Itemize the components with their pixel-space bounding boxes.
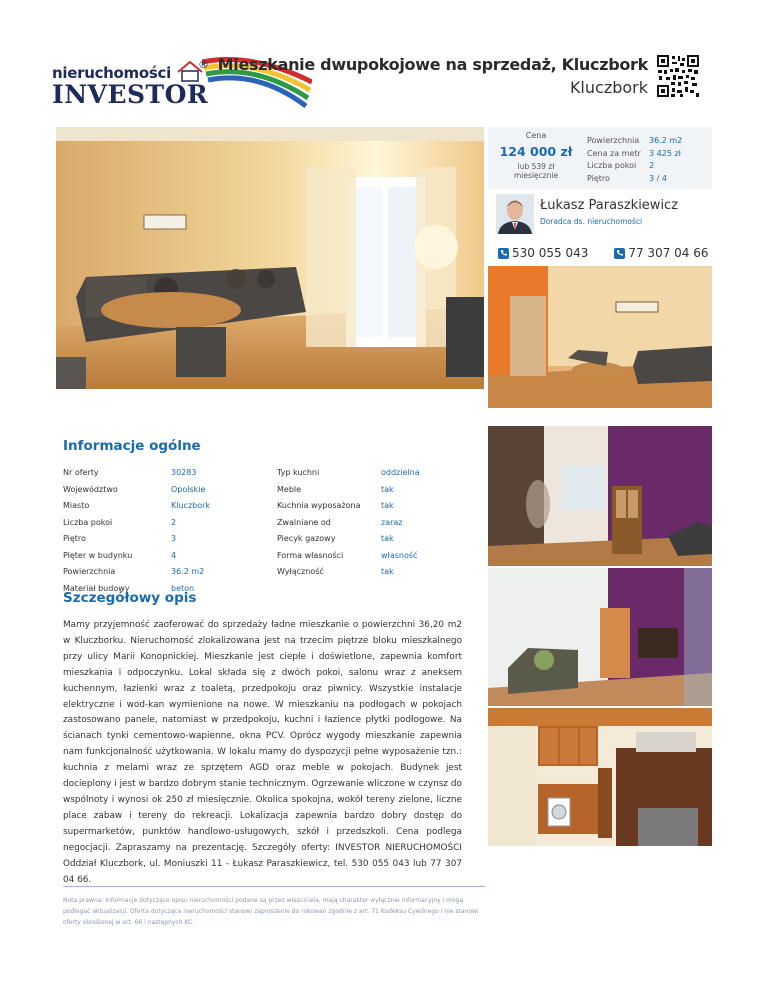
general-info-heading: Informacje ogólne bbox=[63, 438, 201, 454]
description-text: Mamy przyjemność zaoferować do sprzedaży ładne mieszkanie o powierzchni 36,20 m2 w Kluczborku. Nieruchomość zlokalizowana jest na trzecim piętrze bloku mieszkalnego przy ulicy Marii Konopnickiej. Mieszkanie jest ciepłe i doświetlone, zapewnia komfort mieszkania i odpoczynku. Lokal składa się z dwóch pokoi, salonu wraz z aneksem kuchennym, łazienki wraz z toaletą, przedpokoju oraz piwnicy. Wszystkie instalacje elektryczne i wod-kan wymienione na nowe. W mieszkaniu na podłogach w pokojach zastosowano panele, natomiast w przedpokoju, kuchni i łazience płytki podłogowe. Na ścianach tynki cementowo-wapienne, okna PCV. Oprócz wygody mieszkanie zapewnia nam funkcjonalność użytkowania. W lokalu mamy do dyspozycji pełne wyposażenie tzn.: kuchnia z melami wraz ze sprzętem AGD oraz meble w pokojach. Budynek jest docieplony i jest w bardzo dobrym stanie technicznym. Ogrzewanie wliczone w czynsz do wspólnoty i wynosi ok 250 zł miesięcznie. Okolica spokojna, wokół tereny zielone, liczne place zabaw i tereny do rekreacji. Lokalizacja zapewnia bardzo dobry dostęp do supermarketów, punktów handlowo-usługowych, szkół i przedszkoli. Cena podlega negocjacji. Zapraszamy na prezentację. Szczegóły oferty: INVESTOR NIERUCHOMOŚCI Oddział Kluczbork, ul. Moniuszki 11 - Łukasz Paraszkiewicz, tel. 530 055 043 lub 77 307 04 66. bbox=[63, 620, 462, 885]
info-value: 2 bbox=[171, 517, 177, 527]
param-label: Powierzchnia bbox=[587, 136, 640, 145]
info-label: Powierzchnia bbox=[63, 567, 116, 576]
logo-top-text: nieruchomości bbox=[52, 64, 171, 82]
param-value: 2 bbox=[649, 161, 655, 171]
main-photo-living-room[interactable] bbox=[56, 127, 484, 389]
photo-thumb-kitchen[interactable] bbox=[488, 708, 712, 846]
phone-link-office[interactable] bbox=[614, 246, 708, 260]
price-monthly bbox=[496, 162, 576, 180]
info-label: Wyłączność bbox=[277, 567, 324, 576]
param-value: 36.2 m2 bbox=[649, 136, 683, 145]
phone-icon bbox=[614, 248, 625, 259]
offer-title: Mieszkanie dwupokojowe na sprzedaż, Kluczbork bbox=[217, 55, 648, 74]
param-label: Piętro bbox=[587, 173, 610, 183]
info-label: Województwo bbox=[63, 484, 118, 494]
info-value: zaraz bbox=[381, 517, 403, 527]
price-label: Cena bbox=[525, 131, 547, 140]
info-value: 30283 bbox=[171, 468, 197, 477]
price-monthly-unit: miesięcznie bbox=[513, 171, 559, 180]
photo-thumb-room-purple[interactable] bbox=[488, 426, 712, 566]
divider bbox=[63, 886, 485, 887]
param-row bbox=[587, 135, 682, 148]
info-label: Typ kuchni bbox=[277, 468, 320, 477]
offer-city: Kluczbork bbox=[569, 78, 648, 97]
offer-header bbox=[218, 55, 648, 97]
info-label: Pięter w budynku bbox=[63, 550, 133, 560]
phone-icon bbox=[498, 248, 509, 259]
description-heading: Szczegółowy opis bbox=[63, 590, 197, 606]
info-label: Zwalniane od bbox=[277, 517, 331, 527]
param-label: Cena za metr bbox=[587, 148, 641, 158]
info-value: 3 bbox=[171, 534, 177, 543]
info-value: tak bbox=[381, 484, 394, 494]
param-row bbox=[587, 160, 682, 173]
photo-thumb-room-sofa[interactable] bbox=[488, 568, 712, 706]
info-value: oddzielna bbox=[381, 468, 420, 477]
price-params-box bbox=[488, 127, 712, 189]
info-label: Forma własności bbox=[277, 550, 344, 560]
info-value: Opolskie bbox=[171, 484, 206, 494]
info-value: beton bbox=[171, 583, 195, 593]
info-label: Kuchnia wyposażona bbox=[277, 501, 361, 510]
info-value: tak bbox=[381, 534, 394, 543]
agent-phones bbox=[498, 246, 735, 260]
info-label: Materiał budowy bbox=[63, 583, 130, 593]
info-value: własność bbox=[381, 550, 418, 560]
agent-role: Doradca ds. nieruchomości bbox=[540, 217, 643, 226]
info-label: Nr oferty bbox=[63, 468, 99, 477]
info-value: 4 bbox=[171, 550, 177, 560]
info-value: Kluczbork bbox=[171, 501, 211, 510]
params-list bbox=[587, 135, 682, 185]
price-monthly-amount: lub 539 zł bbox=[517, 162, 555, 171]
price-value: 124 000 zł bbox=[499, 144, 573, 159]
legal-note: Nota prawna: Informacje dotyczące opisu nieruchomości podane są przez właściciela, mają charakter wyłącznie informacyjny i mogą podlegać aktualizacji. Oferta dotycząca nieruchomości stanowi zaproszenie do rokowań zgodnie z art. 71 Kodeksu Cywilnego i nie stanowi oferty określonej w art. 66 i następnych KC. bbox=[63, 897, 479, 926]
qr-code-icon bbox=[656, 54, 700, 98]
param-row bbox=[587, 148, 682, 161]
phone-number-mobile: 530 055 043 bbox=[512, 246, 589, 260]
info-value: tak bbox=[381, 501, 394, 510]
agent-name: Łukasz Paraszkiewicz bbox=[540, 198, 679, 213]
price-block bbox=[496, 131, 576, 180]
phone-link-mobile[interactable] bbox=[498, 246, 588, 260]
param-value: 3 / 4 bbox=[649, 173, 667, 183]
info-value: 36.2 m2 bbox=[171, 567, 205, 576]
agent-avatar bbox=[496, 194, 534, 234]
photo-thumb-room-orange[interactable] bbox=[488, 266, 712, 408]
logo-main-text: INVESTOR bbox=[52, 80, 209, 109]
info-value: tak bbox=[381, 567, 394, 576]
param-label: Liczba pokoi bbox=[587, 161, 637, 171]
info-label: Piętro bbox=[63, 534, 86, 543]
info-label: Meble bbox=[277, 484, 302, 494]
info-label: Piecyk gazowy bbox=[277, 534, 336, 543]
phone-number-office: 77 307 04 66 bbox=[628, 246, 709, 260]
param-row bbox=[587, 173, 682, 186]
registered-mark: ® bbox=[198, 58, 209, 71]
param-value: 3 425 zł bbox=[649, 148, 681, 158]
info-label: Miasto bbox=[63, 501, 90, 510]
info-label: Liczba pokoi bbox=[63, 517, 113, 527]
